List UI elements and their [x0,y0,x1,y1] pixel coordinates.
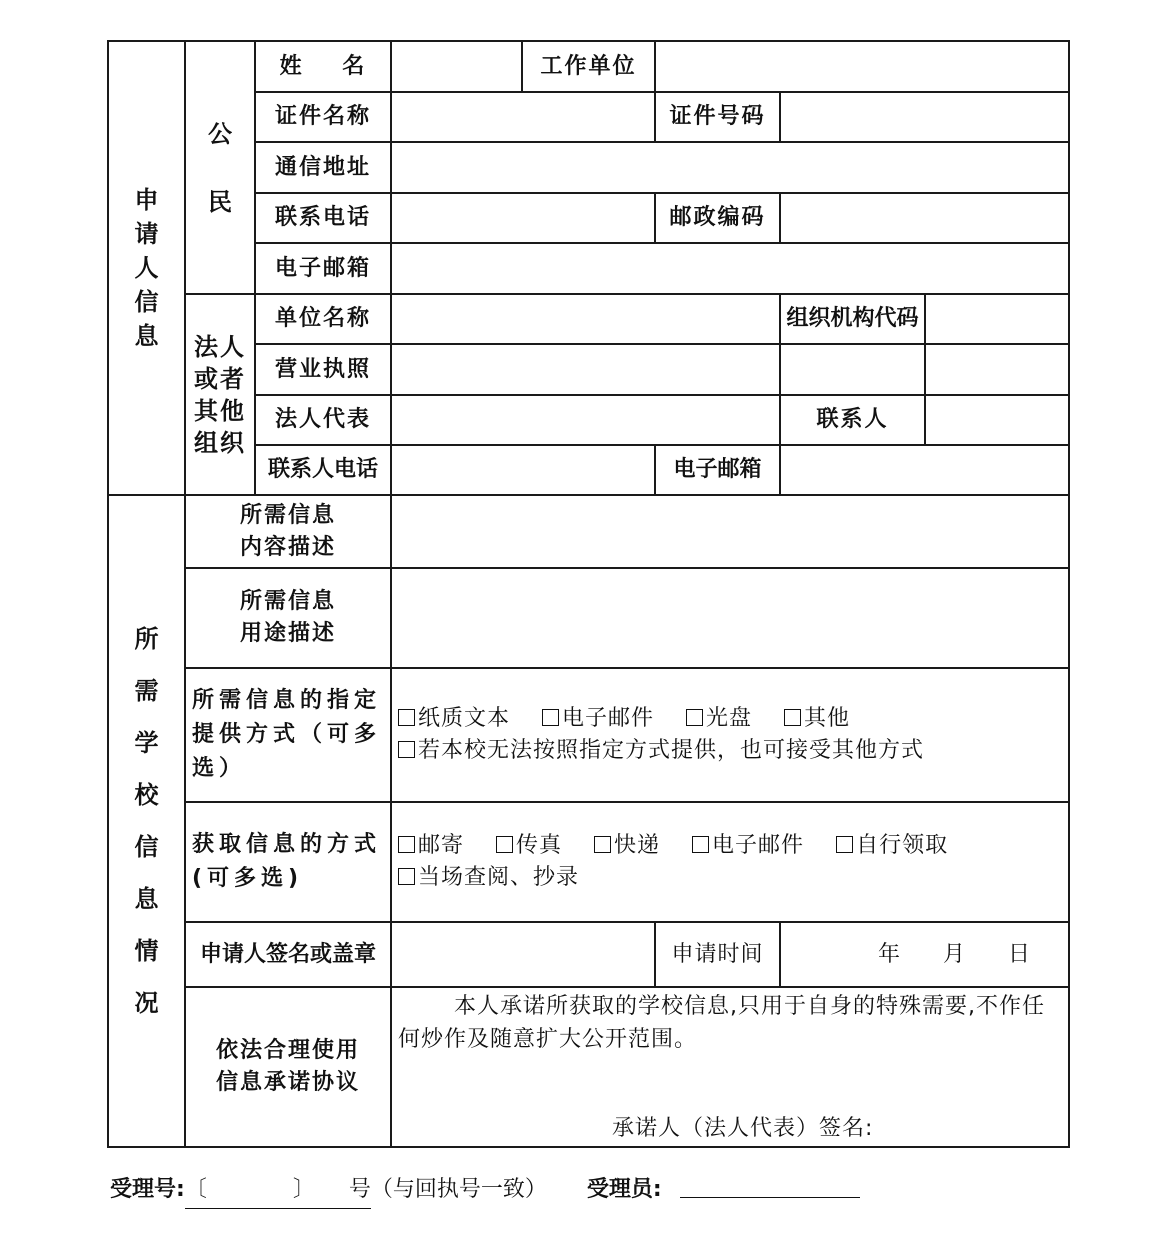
vertical-char: 情 [134,937,159,965]
pledge-label [186,988,390,1146]
label-line: 信息承诺协议 [215,1070,360,1095]
org-email-label: 电子邮箱 [673,457,762,482]
name-field[interactable] [392,42,521,91]
phone-label: 联系电话 [274,205,371,230]
border-bottom [107,1146,1070,1148]
date-year: 年 [877,941,901,967]
obtain-option-label: 自行领取 [856,833,949,858]
footer-bar [110,1172,1070,1208]
obtain-option-label: 传真 [516,833,563,858]
clerk-label: 受理员: [586,1177,662,1202]
obtain-option[interactable] [594,830,660,862]
provide-option[interactable] [542,703,654,735]
obtain-option-label: 邮寄 [418,833,465,858]
legal-rep-label: 法人代表 [274,407,371,432]
obtain-option[interactable] [398,830,464,862]
applicant-section-label [109,42,184,494]
obtain-checkbox[interactable] [692,836,709,853]
label-line: 内容描述 [239,534,336,560]
vertical-char: 息 [134,322,159,350]
contact-phone-label: 联系人电话 [267,457,378,482]
vertical-char: 学 [134,729,159,757]
license-field[interactable] [392,345,779,394]
request-section-label [109,496,184,1146]
provide-checkbox[interactable] [686,709,703,726]
vertical-line: 或者 [194,364,246,393]
license-extra-field[interactable] [781,345,924,394]
vertical-char: 需 [134,677,159,705]
vertical-line: 法人 [194,332,246,361]
date-day: 日 [1008,941,1032,967]
purpose-desc-field[interactable] [392,569,1068,667]
accept-no-label: 受理号: [110,1177,185,1202]
vertical-char: 信 [134,288,159,316]
signature-field[interactable] [392,923,654,986]
unit-name-label: 单位名称 [274,306,371,331]
vertical-char: 息 [134,885,159,913]
vertical-char: 人 [134,254,159,282]
apply-time-label: 申请时间 [671,941,764,967]
date-month: 月 [942,941,966,967]
provide-checkbox[interactable] [398,709,415,726]
obtain-option[interactable] [836,830,948,862]
obtain-checkbox[interactable] [398,836,415,853]
postcode-label: 邮政编码 [669,205,766,230]
work-unit-field[interactable] [656,42,1068,91]
name-label: 姓 名 [279,53,367,79]
work-unit-label: 工作单位 [540,53,637,79]
provide-alt-row [398,735,924,767]
address-label: 通信地址 [274,154,371,180]
content-desc-field[interactable] [392,496,1068,567]
id-name-label: 证件名称 [274,104,371,129]
license-label: 营业执照 [274,356,371,382]
content-desc-label [186,496,390,567]
provide-method-label: 所需信息的指定提供方式（可多选） [192,688,382,781]
provide-option-label: 电子邮件 [562,706,655,731]
id-number-field[interactable] [781,93,1068,141]
provide-option-label: 纸质文本 [418,706,511,731]
border-right [1068,40,1070,1148]
vertical-char: 校 [134,781,159,809]
obtain-checkbox[interactable] [496,836,513,853]
provide-options-area [398,669,1068,801]
provide-alt-option: 若本校无法按照指定方式提供，也可接受其他方式 [418,738,925,763]
provide-option-label: 其他 [804,706,851,731]
label-line: 依法合理使用 [215,1038,360,1063]
signature-label: 申请人签名或盖章 [199,941,376,967]
vertical-char: 信 [134,833,159,861]
obtain-option-label: 快递 [614,833,661,858]
obtain-options-row [398,830,980,862]
label-line: 所需信息 [239,589,336,614]
vertical-char: 况 [134,989,159,1017]
purpose-desc-label [186,569,390,667]
id-name-field[interactable] [392,93,654,141]
pledge-text: 本人承诺所获取的学校信息,只用于自身的特殊需要,不作任何炒作及随意扩大公开范围。 [398,994,1045,1052]
org-code-label: 组织机构代码 [786,306,919,331]
obtain-options-area [398,803,1068,921]
provide-checkbox[interactable] [784,709,801,726]
obtain-checkbox[interactable] [594,836,611,853]
obtain-method-label: 获取信息的方式(可多选) [192,832,382,891]
accept-no-field[interactable] [185,1172,371,1209]
obtain-alt-option: 当场查阅、抄录 [418,865,580,890]
contact-phone-field[interactable] [392,446,654,494]
vertical-line: 组织 [194,428,246,457]
obtain-option-label: 电子邮件 [712,833,805,858]
apply-date-field[interactable] [781,923,1068,986]
clerk-field[interactable] [680,1173,860,1198]
legal-rep-field[interactable] [392,396,779,444]
provide-option-label: 光盘 [706,706,753,731]
email-field[interactable] [392,244,1068,293]
organization-group-label [186,295,254,494]
unit-name-field[interactable] [392,295,779,343]
label-line: 用途描述 [239,621,336,646]
obtain-option[interactable] [692,830,804,862]
phone-field[interactable] [392,194,654,242]
provide-options-row [398,703,882,735]
address-field[interactable] [392,143,1068,192]
license-extra-field-2[interactable] [926,345,1068,394]
org-email-field[interactable] [781,446,1068,494]
vertical-char: 公 [208,119,232,148]
contact-label: 联系人 [816,407,889,432]
org-code-field[interactable] [926,295,1068,343]
vertical-char: 所 [134,625,159,653]
checkbox-provide-alt[interactable] [398,741,415,758]
vertical-line: 其他 [194,396,246,425]
accept-no-close: 〕 [292,1177,315,1202]
provide-option[interactable] [784,703,850,735]
postcode-field[interactable] [781,194,1068,242]
label-line: 所需信息 [239,502,336,528]
obtain-checkbox[interactable] [836,836,853,853]
provide-option[interactable] [686,703,752,735]
email-label: 电子邮箱 [274,255,371,281]
provide-option[interactable] [398,703,510,735]
citizen-group-label [186,42,254,293]
vertical-char: 请 [134,220,159,248]
vertical-char: 民 [208,187,232,216]
vertical-char: 申 [134,186,159,214]
checkbox-obtain-alt[interactable] [398,868,415,885]
accept-no-open: 〔 [184,1177,207,1202]
pledge-sign-label: 承诺人（法人代表）签名: [612,1116,874,1141]
provide-checkbox[interactable] [542,709,559,726]
id-number-label: 证件号码 [669,104,766,129]
obtain-option[interactable] [496,830,562,862]
obtain-alt-row [398,862,579,894]
accept-no-suffix: 号 [348,1177,371,1202]
accept-no-note: （与回执号一致） [370,1177,547,1202]
contact-field[interactable] [926,396,1068,444]
